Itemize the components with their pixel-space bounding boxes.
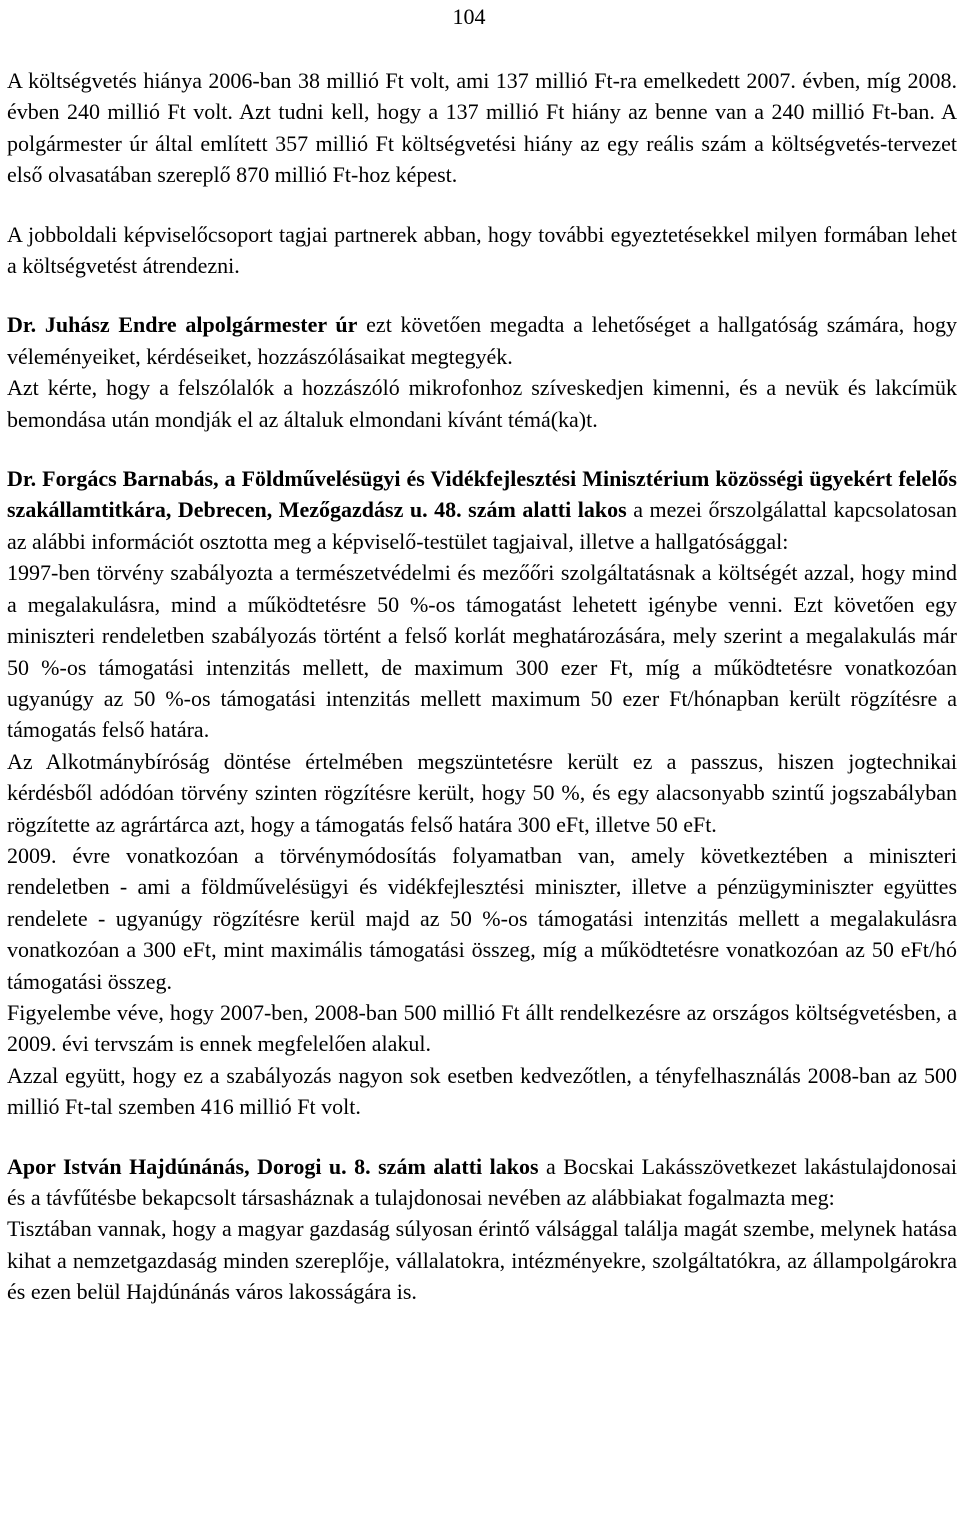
speaker-name: Apor István Hajdúnánás, Dorogi u. 8. szám alatti lakos (7, 1153, 539, 1179)
paragraph-budget-deficit: A költségvetés hiánya 2006-ban 38 millió Ft volt, ami 137 millió Ft-ra emelkedett 2007. évben, míg 2008. évben 240 millió Ft volt. Azt tudni kell, hogy a 137 millió Ft hiány az benne van a 240 millió Ft-ban. A polgármester úr által említett 357 millió Ft költségvetési hiány az egy reális szám a költségvetés-tervezet első olvasatában szereplő 870 millió Ft-hoz képest. (7, 68, 957, 188)
paragraph-1997-law: 1997-ben törvény szabályozta a természetvédelmi és mezőőri szolgáltatásnak a költségét azzal, hogy mind a megalakulásra, mind a működtetésre 50 %-os támogatást lehetett igénybe venni. Ezt követően egy miniszteri rendeletben szabályozás történt a felső korlát meghatározására, mely szerint a megalakulás már 50 %-os támogatási intenzitás mellett, de maximum 300 ezer Ft, míg a működtetésre vonatkozóan ugyanúgy az 50 %-os támogatási intenzitás mellett maximum 50 ezer Ft/hónapban került rögzítésre a támogatás felső határa. (7, 560, 957, 743)
paragraph-forgacs-intro: Dr. Forgács Barnabás, a Földművelésügyi és Vidékfejlesztési Minisztérium közösségi ügyekért felelős szakállamtitkára, Debrecen, Mezőgazdász u. 48. szám alatti lakos a mezei őrszolgálattal kapcsolatosan az alábbi információt osztotta meg a képviselő-testület tagjaival, illetve a hallgatósággal: (7, 466, 957, 554)
page-number-text: 104 (452, 4, 486, 29)
paragraph-2009-amendment: 2009. évre vonatkozóan a törvénymódosítás folyamatban van, amely következtében a miniszteri rendeletben - ami a földművelésügyi és vidékfejlesztési miniszter, illetve a pénzügyminiszter együttes rendelete - ugyanúgy rögzítésre kerül majd az 50 %-os támogatási intenzitás mellett a megalakulásra vonatkozóan a 300 eFt, mint maximális támogatási összeg, míg a működtetésre vonatkozóan az 50 eFt/hó támogatási összeg. (7, 842, 957, 994)
paragraph-national-budget: Figyelembe véve, hogy 2007-ben, 2008-ban 500 millió Ft állt rendelkezésre az országos költségvetésben, a 2009. évi tervszám is ennek megfelelően alakul. (7, 999, 957, 1057)
speaker-name: Dr. Forgács Barnabás, a Földművelésügyi és Vidékfejlesztési Minisztérium közösségi ügyekért felelős szakállamtitkára, Debrecen, Mezőgazdász u. 48. szám alatti lakos (7, 466, 957, 523)
paragraph-right-wing-group: A jobboldali képviselőcsoport tagjai partnerek abban, hogy további egyeztetésekkel milyen formában lehet a költségvetést átrendezni. (7, 221, 957, 279)
paragraph-actual-usage: Azzal együtt, hogy ez a szabályozás nagyon sok esetben kedvezőtlen, a tényfelhasználás 2008-ban az 500 millió Ft-tal szemben 416 millió Ft volt. (7, 1062, 957, 1120)
speaker-name: Dr. Juhász Endre alpolgármester úr (7, 312, 358, 338)
paragraph-deputy-mayor: Dr. Juhász Endre alpolgármester úr ezt követően megadta a lehetőséget a hallgatóság számára, hogy véleményeiket, kérdéseiket, hozzászólásaikat megtegyék. (7, 312, 957, 369)
page-number (0, 1, 500, 32)
paragraph-microphone-request: Azt kérte, hogy a felszólalók a hozzászóló mikrofonhoz szíveskedjen kimenni, és a nevük és lakcímük bemondása után mondják el az általuk elmondani kívánt témá(ka)t. (7, 375, 957, 432)
paragraph-constitutional-court: Az Alkotmánybíróság döntése értelmében megszüntetésre került ez a passzus, hiszen jogtechnikai kérdésből adódóan törvény szinten rögzítésre került, hogy 50 %, és egy alacsonyabb szintű jogszabályban rögzítette az agrártárca azt, hogy a támogatás felső határa 300 eFt, illetve 50 eFt. (7, 748, 957, 837)
document-body (7, 65, 957, 1308)
paragraph-economic-crisis: Tisztában vannak, hogy a magyar gazdaság súlyosan érintő válsággal találja magát szembe, melynek hatása kihat a nemzetgazdaság minden szereplője, vállalatokra, intézményekre, szolgáltatókra, az állampolgárokra és ezen belül Hajdúnánás város lakosságára is. (7, 1216, 957, 1305)
paragraph-apor-intro: Apor István Hajdúnánás, Dorogi u. 8. szám alatti lakos a Bocskai Lakásszövetkezet lakástulajdonosai és a távfűtésbe bekapcsolt társasháznak a tulajdonosai nevében az alábbiakat fogalmazta meg: (7, 1153, 957, 1210)
